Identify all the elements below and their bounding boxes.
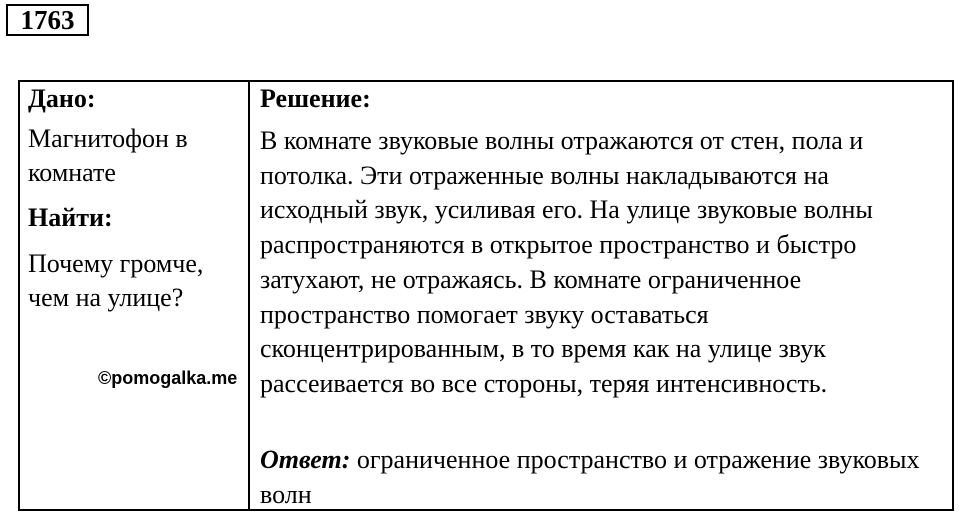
solution-column bbox=[250, 82, 952, 509]
find-text: Почему громче, чем на улице? bbox=[28, 249, 204, 312]
answer-text: ограниченное пространство и отражение звуковых волн bbox=[260, 445, 920, 509]
find-heading: Найти: bbox=[28, 203, 113, 232]
given-column bbox=[20, 82, 250, 509]
task-number: 1763 bbox=[6, 4, 89, 36]
solution-heading: Решение: bbox=[260, 84, 371, 113]
answer-label: Ответ: bbox=[260, 445, 351, 474]
given-text: Магнитофон в комнате bbox=[28, 124, 188, 187]
answer bbox=[260, 443, 940, 512]
given-heading: Дано: bbox=[28, 84, 96, 113]
solution-text: В комнате звуковые волны отражаются от стен, пола и потолка. Эти отраженные волны накладываются на исходный звук, усиливая его. На улице звуковые волны распространяются в открытое пространство и быстро затухают, не отражаясь. В комнате ограниченное пространство помогает звуку оставаться сконцентрированным, в то время как на улице звук рассеивается во все стороны, теряя интенсивность. bbox=[260, 126, 873, 398]
task-table bbox=[18, 80, 954, 511]
watermark: ©pomogalka.me bbox=[98, 368, 238, 388]
